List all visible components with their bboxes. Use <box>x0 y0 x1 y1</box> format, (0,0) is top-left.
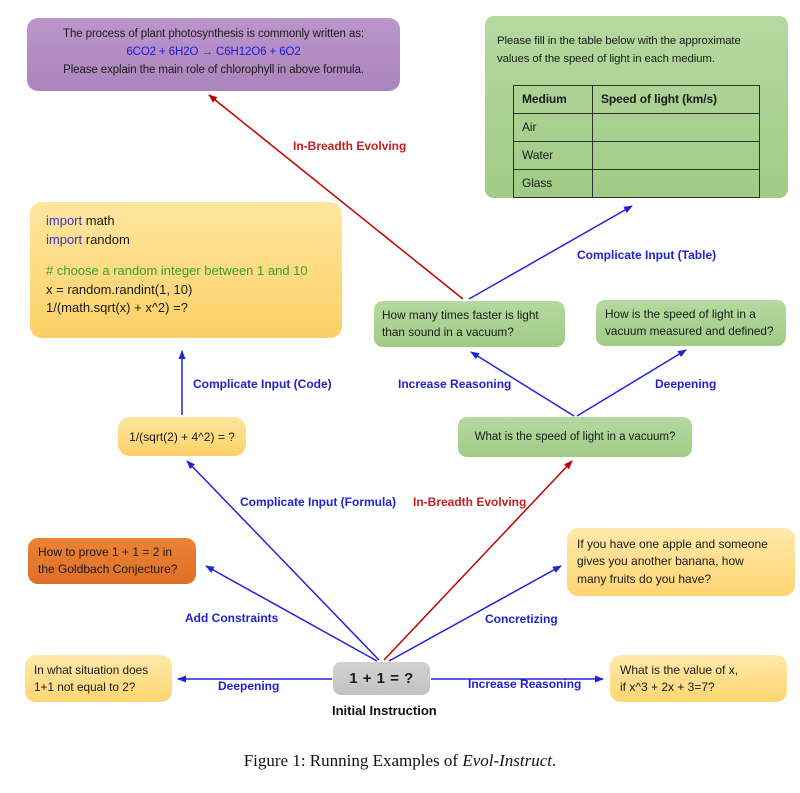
node-goldbach <box>28 538 196 584</box>
edge-complicate-formula <box>187 461 379 660</box>
node-faster <box>374 301 565 347</box>
photosynthesis-line1: The process of plant photosynthesis is commonly written as: <box>63 28 364 40</box>
table-cell-medium: Air <box>514 113 593 141</box>
figure-caption <box>0 751 800 771</box>
measured-line2: vacuum measured and defined? <box>605 324 774 339</box>
measured-line1: How is the speed of light in a <box>605 307 756 321</box>
label-increase-reasoning-bottom: Increase Reasoning <box>468 677 582 691</box>
speed-of-light-table <box>513 85 760 199</box>
table-cell-medium: Glass <box>514 170 593 198</box>
table-header-medium: Medium <box>514 85 593 113</box>
label-deepening-bottom: Deepening <box>218 679 280 693</box>
node-photosynthesis <box>27 18 400 91</box>
caption-prefix: Figure 1: Running Examples of <box>243 751 463 770</box>
situation-line2: 1+1 not equal to 2? <box>34 680 136 695</box>
code-text: random <box>82 231 130 247</box>
node-situation <box>25 655 172 702</box>
code-statement-1: x = random.randint(1, 10) <box>46 281 193 297</box>
label-concretizing: Concretizing <box>485 612 558 626</box>
goldbach-line1: How to prove 1 + 1 = 2 in <box>38 545 173 559</box>
fill-table-intro-line1: Please fill in the table below with the approximate <box>497 35 741 47</box>
node-measured <box>596 300 786 346</box>
table-header-speed: Speed of light (km/s) <box>593 85 760 113</box>
label-complicate-input-formula: Complicate Input (Formula) <box>240 495 396 509</box>
table-row <box>514 113 760 141</box>
table-cell-speed <box>593 170 760 198</box>
speed-text: What is the speed of light in a vacuum? <box>474 431 676 443</box>
node-value-x <box>610 655 787 702</box>
photosynthesis-formula: 6CO2 + 6H2O → C6H12O6 + 6O2 <box>126 45 301 58</box>
apple-line3: many fruits do you have? <box>577 571 712 586</box>
initial-instruction-text: 1 + 1 = ? <box>349 670 414 687</box>
caption-suffix: . <box>552 751 557 770</box>
photosynthesis-line2: Please explain the main role of chlorophyll in above formula. <box>63 63 364 76</box>
table-row <box>514 141 760 169</box>
faster-line2: than sound in a vacuum? <box>382 325 514 340</box>
value-x-line2: if x^3 + 2x + 3=7? <box>620 680 715 695</box>
table-cell-speed <box>593 113 760 141</box>
code-statement-2: 1/(math.sqrt(x) + x^2) =? <box>46 300 188 316</box>
node-apple <box>567 528 795 596</box>
label-in-breadth-evolving-mid: In-Breadth Evolving <box>413 495 527 509</box>
value-x-line1: What is the value of x, <box>620 663 739 677</box>
apple-line2: gives you another banana, how <box>577 554 744 569</box>
faster-line1: How many times faster is light <box>382 308 539 322</box>
node-formula <box>118 417 246 456</box>
goldbach-line2: the Goldbach Conjecture? <box>38 562 178 577</box>
label-complicate-input-table: Complicate Input (Table) <box>577 248 717 262</box>
code-keyword: import <box>46 213 83 228</box>
label-add-constraints: Add Constraints <box>185 611 279 625</box>
table-cell-speed <box>593 141 760 169</box>
table-cell-medium: Water <box>514 141 593 169</box>
code-line-import-random <box>46 231 326 250</box>
code-keyword: import <box>46 231 83 247</box>
code-line-import-math <box>46 212 326 231</box>
label-complicate-input-code: Complicate Input (Code) <box>193 377 332 391</box>
node-fill-table <box>485 16 788 198</box>
node-speed <box>458 417 692 457</box>
situation-line1: In what situation does <box>34 663 149 677</box>
label-increase-reasoning-mid: Increase Reasoning <box>398 377 512 391</box>
code-text: math <box>82 213 115 228</box>
code-blank-line <box>46 250 326 262</box>
code-comment: # choose a random integer between 1 and 10 <box>46 262 308 278</box>
table-row <box>514 170 760 198</box>
table-header-row <box>514 85 760 113</box>
fill-table-intro-line2: values of the speed of light in each medium. <box>497 53 715 66</box>
apple-line1: If you have one apple and someone <box>577 537 768 551</box>
caption-italic: Evol-Instruct <box>462 751 553 770</box>
node-code <box>30 202 342 338</box>
label-in-breadth-evolving-top: In-Breadth Evolving <box>293 139 407 153</box>
label-deepening-mid: Deepening <box>655 377 717 391</box>
node-initial-instruction <box>333 662 430 695</box>
initial-instruction-caption: Initial Instruction <box>332 703 437 718</box>
formula-text: 1/(sqrt(2) + 4^2) = ? <box>129 429 235 444</box>
edge-in-breadth-mid <box>384 461 572 660</box>
